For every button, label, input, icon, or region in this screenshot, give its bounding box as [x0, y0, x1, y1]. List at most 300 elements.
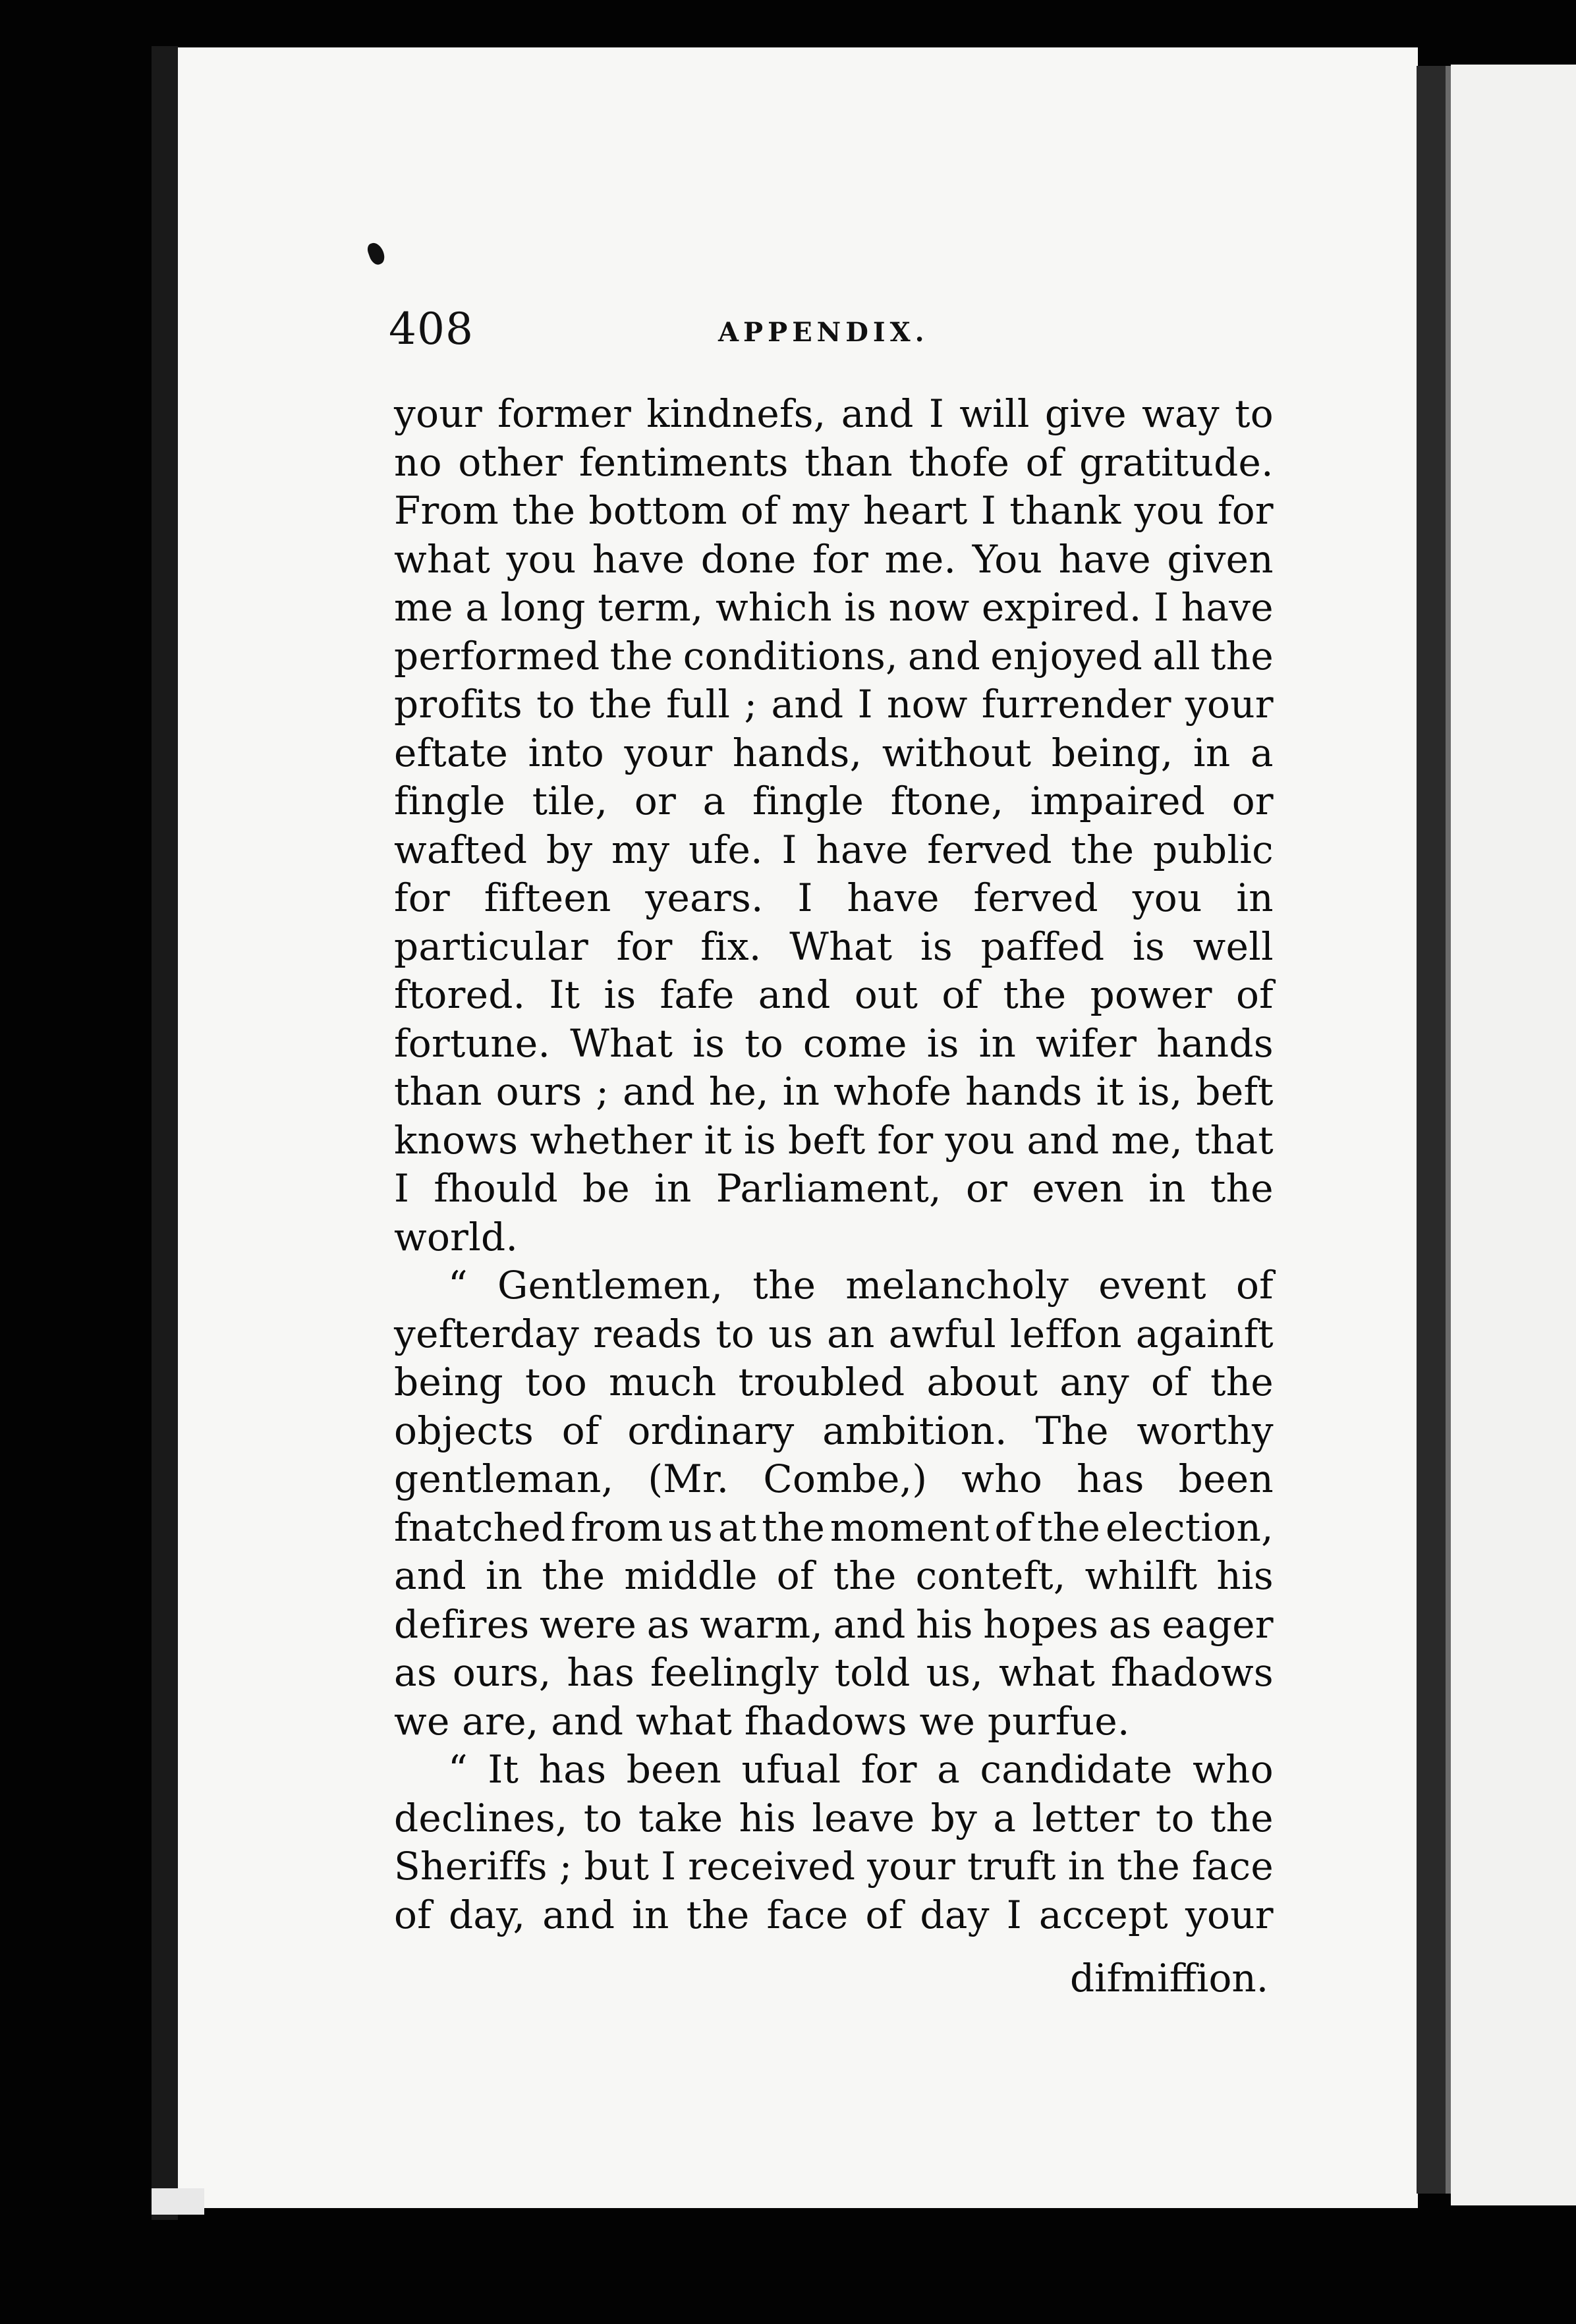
- text-word: by: [930, 1795, 978, 1840]
- text-word: has: [1077, 1456, 1144, 1501]
- text-word: for: [1217, 488, 1274, 533]
- text-line: [394, 971, 1274, 1020]
- text-word: particular: [394, 924, 588, 969]
- text-word: What: [570, 1020, 673, 1066]
- text-word: yefterday: [394, 1311, 580, 1356]
- text-word: whilft: [1084, 1553, 1198, 1598]
- running-head: APPENDIX.: [718, 317, 929, 348]
- text-word: fingle: [752, 779, 864, 823]
- text-word: than: [394, 1069, 482, 1114]
- text-word: given: [1167, 536, 1274, 582]
- text-word: and: [394, 1553, 466, 1598]
- text-line: [394, 1020, 1274, 1068]
- text-word: the: [762, 1505, 826, 1550]
- text-word: candidate: [980, 1747, 1173, 1792]
- book-binding: [1417, 66, 1446, 2194]
- text-word: the: [1210, 1360, 1274, 1404]
- text-word: what: [999, 1650, 1096, 1695]
- text-word: day,: [448, 1892, 526, 1937]
- text-word: his: [1216, 1553, 1274, 1598]
- text-word: your: [867, 1844, 956, 1889]
- text-word: you: [506, 536, 577, 582]
- text-word: me.: [884, 536, 957, 582]
- text-word: he,: [708, 1069, 769, 1114]
- text-word: us: [768, 1311, 813, 1356]
- text-word: ufe.: [689, 827, 763, 872]
- text-word: been: [626, 1747, 722, 1792]
- text-word: in: [978, 1020, 1017, 1066]
- text-line: [394, 584, 1274, 632]
- text-word: the: [1037, 1505, 1101, 1550]
- text-word: any: [1059, 1360, 1129, 1404]
- text-word: being: [394, 1360, 503, 1404]
- text-word: is,: [1137, 1069, 1183, 1114]
- text-word: eager: [1162, 1601, 1274, 1647]
- text-word: the: [686, 1892, 750, 1937]
- text-word: a: [702, 779, 726, 823]
- text-word: much: [609, 1360, 717, 1404]
- text-word: melancholy: [845, 1263, 1069, 1308]
- text-word: You: [972, 536, 1043, 582]
- text-word: all: [1152, 633, 1200, 678]
- text-word: it: [1096, 1069, 1125, 1114]
- text-word: leffon: [1009, 1311, 1122, 1356]
- text-word: of: [1151, 1360, 1189, 1404]
- text-word: or: [634, 779, 677, 823]
- text-word: come: [802, 1020, 907, 1066]
- text-word: heart: [862, 488, 968, 533]
- text-word: way: [1142, 391, 1220, 436]
- text-word: to: [745, 1020, 783, 1066]
- text-word: to: [1235, 391, 1274, 436]
- body-text: [394, 390, 1274, 1939]
- catchword: difmiffion.: [1070, 1956, 1269, 2001]
- text-word: is: [692, 1020, 725, 1066]
- text-word: of: [776, 1553, 814, 1598]
- text-line: [394, 1746, 1274, 1794]
- page-number: 408: [389, 304, 474, 354]
- text-word: of: [942, 972, 980, 1017]
- text-word: have: [1181, 585, 1274, 630]
- text-word: election,: [1105, 1505, 1274, 1550]
- text-word: hands: [965, 1069, 1083, 1114]
- text-word: by: [546, 827, 593, 872]
- text-word: conteft,: [915, 1553, 1066, 1598]
- text-word: fingle: [394, 779, 506, 823]
- text-word: who: [961, 1456, 1043, 1501]
- text-word: troubled: [738, 1360, 905, 1404]
- text-word: to: [716, 1311, 755, 1356]
- text-word: of: [394, 1892, 432, 1937]
- text-word: ;: [559, 1844, 573, 1889]
- text-word: public: [1152, 827, 1274, 872]
- text-word: fhadows: [1111, 1650, 1274, 1695]
- text-word: out: [854, 972, 918, 1017]
- text-line: [394, 1407, 1274, 1456]
- text-word: have: [847, 875, 940, 920]
- text-word: worthy: [1137, 1408, 1274, 1453]
- text-word: face: [1191, 1844, 1274, 1889]
- text-line: [394, 1891, 1274, 1940]
- text-word: fix.: [700, 924, 762, 969]
- text-word: of: [994, 1505, 1032, 1550]
- text-word: It: [488, 1747, 519, 1792]
- text-word: his: [739, 1795, 797, 1840]
- text-word: in: [632, 1892, 669, 1937]
- text-word: as: [1108, 1601, 1152, 1647]
- text-word: full: [666, 682, 731, 727]
- text-word: The: [1035, 1408, 1109, 1453]
- text-word: Parliament,: [716, 1166, 942, 1211]
- text-word: from: [571, 1505, 663, 1550]
- text-word: furrender: [981, 682, 1171, 727]
- text-word: the: [609, 633, 673, 678]
- text-word: of: [1235, 972, 1274, 1017]
- text-line: world.: [394, 1214, 519, 1259]
- text-word: for: [877, 1117, 934, 1163]
- text-word: and: [542, 1892, 615, 1937]
- text-word: expired.: [981, 585, 1142, 630]
- text-word: for: [812, 536, 869, 582]
- text-word: now: [886, 682, 968, 727]
- text-word: a: [937, 1747, 961, 1792]
- text-word: you: [1132, 875, 1202, 920]
- text-word: ours,: [452, 1650, 551, 1695]
- text-word: is: [844, 585, 877, 630]
- text-word: fifteen: [484, 875, 611, 920]
- text-word: in: [654, 1166, 692, 1211]
- text-word: ordinary: [627, 1408, 795, 1453]
- text-line: [394, 729, 1274, 778]
- text-word: being,: [1051, 730, 1173, 775]
- text-line: [394, 1165, 1274, 1213]
- text-word: I: [1006, 1892, 1022, 1937]
- text-word: of: [561, 1408, 600, 1453]
- text-word: warm,: [700, 1601, 824, 1647]
- text-word: to: [583, 1795, 623, 1840]
- text-word: ftored.: [394, 972, 526, 1017]
- text-word: whofe: [833, 1069, 952, 1114]
- text-word: beft: [1196, 1069, 1274, 1114]
- text-word: impaired: [1030, 779, 1206, 823]
- text-word: or: [1231, 779, 1274, 823]
- text-word: too: [525, 1360, 588, 1404]
- text-line: [394, 536, 1274, 584]
- text-word: ufual: [741, 1747, 841, 1792]
- text-word: without: [882, 730, 1032, 775]
- text-word: of: [1235, 1263, 1274, 1308]
- text-word: term,: [598, 585, 704, 630]
- text-word: moment: [830, 1505, 990, 1550]
- text-word: in: [1148, 1166, 1186, 1211]
- text-word: you: [945, 1117, 1015, 1163]
- text-word: face: [766, 1892, 849, 1937]
- text-word: in: [1236, 875, 1274, 920]
- text-word: wafted: [394, 827, 528, 872]
- text-word: a: [465, 585, 489, 630]
- text-word: gentleman,: [394, 1456, 614, 1501]
- text-word: truft: [967, 1844, 1056, 1889]
- text-word: for: [860, 1747, 917, 1792]
- text-word: the: [1210, 1795, 1274, 1840]
- text-word: have: [816, 827, 909, 872]
- text-line: [394, 1261, 1274, 1310]
- text-word: is: [744, 1117, 776, 1163]
- text-word: (Mr.: [648, 1456, 729, 1501]
- text-word: us,: [926, 1650, 984, 1695]
- text-word: It: [549, 972, 580, 1017]
- text-word: my: [611, 827, 670, 872]
- text-word: I: [781, 827, 797, 872]
- text-word: kindnefs,: [646, 391, 826, 436]
- text-word: reads: [593, 1311, 702, 1356]
- text-line: [394, 1552, 1274, 1601]
- text-word: has: [567, 1650, 635, 1695]
- text-word: will: [959, 391, 1030, 436]
- text-word: Combe,): [763, 1456, 928, 1501]
- text-word: what: [394, 536, 491, 582]
- text-word: were: [539, 1601, 637, 1647]
- text-word: and: [908, 633, 980, 678]
- text-word: ;: [744, 682, 758, 727]
- text-word: and: [1027, 1117, 1100, 1163]
- text-word: defires: [394, 1601, 530, 1647]
- text-word: long: [500, 585, 586, 630]
- text-word: day: [920, 1892, 990, 1937]
- text-word: me: [394, 585, 453, 630]
- text-word: than: [804, 439, 893, 485]
- text-word: From: [394, 488, 499, 533]
- text-word: us: [668, 1505, 714, 1550]
- text-word: give: [1044, 391, 1127, 436]
- text-word: ferved: [927, 827, 1052, 872]
- text-word: the: [1117, 1844, 1181, 1889]
- text-word: his: [916, 1601, 973, 1647]
- text-word: I: [980, 488, 997, 533]
- text-word: the: [1210, 633, 1274, 678]
- text-word: years.: [645, 875, 764, 920]
- text-word: declines,: [394, 1795, 568, 1840]
- text-line: [394, 1358, 1274, 1407]
- text-word: performed: [394, 633, 600, 678]
- facing-page-edge: [1451, 65, 1576, 2205]
- text-word: the: [1210, 1166, 1274, 1211]
- text-word: beft: [788, 1117, 866, 1163]
- text-line: [394, 923, 1274, 972]
- text-word: now: [888, 585, 970, 630]
- text-word: conditions,: [683, 633, 898, 678]
- text-word: of: [1025, 439, 1063, 485]
- text-word: paffed: [980, 924, 1105, 969]
- text-word: me,: [1111, 1117, 1183, 1163]
- text-word: but: [584, 1844, 650, 1889]
- text-word: other: [458, 439, 563, 485]
- text-word: the: [589, 682, 652, 727]
- text-word: fnatched: [394, 1505, 566, 1550]
- text-word: feelingly: [650, 1650, 819, 1695]
- text-word: I: [1154, 585, 1169, 630]
- text-word: in: [485, 1553, 523, 1598]
- text-word: profits: [394, 682, 522, 727]
- text-word: and: [841, 391, 914, 436]
- text-word: and: [771, 682, 844, 727]
- text-word: objects: [394, 1408, 534, 1453]
- text-word: is: [926, 1020, 959, 1066]
- text-line: [394, 680, 1274, 729]
- text-word: even: [1032, 1166, 1125, 1211]
- text-line: [394, 1068, 1274, 1117]
- text-word: I: [928, 391, 945, 436]
- text-word: eftate: [394, 730, 509, 775]
- text-line: [394, 487, 1274, 536]
- text-word: have: [592, 536, 685, 582]
- text-word: about: [926, 1360, 1038, 1404]
- text-word: fhould: [434, 1166, 558, 1211]
- binding-edge: [1446, 66, 1451, 2194]
- text-word: ftone,: [890, 779, 1004, 823]
- text-word: ambition.: [822, 1408, 1007, 1453]
- text-word: for: [616, 924, 673, 969]
- text-word: event: [1098, 1263, 1206, 1308]
- text-word: former: [497, 391, 632, 436]
- text-word: fentiments: [578, 439, 789, 485]
- text-word: in: [1067, 1844, 1106, 1889]
- text-line: [394, 439, 1274, 487]
- text-word: hands: [1156, 1020, 1274, 1066]
- text-word: as: [646, 1601, 690, 1647]
- text-word: the: [1003, 972, 1067, 1017]
- text-word: bottom: [588, 488, 727, 533]
- text-word: who: [1193, 1747, 1274, 1792]
- text-word: well: [1193, 924, 1274, 969]
- text-word: accept: [1038, 1892, 1168, 1937]
- text-word: as: [394, 1650, 437, 1695]
- text-word: is: [920, 924, 953, 969]
- text-word: have: [1058, 536, 1151, 582]
- text-line: [394, 777, 1274, 826]
- text-line: [394, 632, 1274, 681]
- text-line: [394, 1794, 1274, 1843]
- text-word: which: [715, 585, 832, 630]
- text-line: [394, 1649, 1274, 1698]
- text-word: What: [789, 924, 893, 969]
- text-word: your: [1185, 682, 1274, 727]
- text-word: my: [791, 488, 850, 533]
- text-word: I: [394, 1166, 410, 1211]
- text-line: [394, 1504, 1274, 1553]
- text-word: I: [661, 1844, 677, 1889]
- text-word: whether: [530, 1117, 692, 1163]
- text-word: an: [827, 1311, 875, 1356]
- text-word: “: [448, 1747, 468, 1792]
- text-word: into: [528, 730, 604, 775]
- text-word: received: [688, 1844, 856, 1889]
- text-line: [394, 1842, 1274, 1891]
- text-word: awful: [888, 1311, 996, 1356]
- text-word: wifer: [1036, 1020, 1137, 1066]
- text-word: no: [394, 439, 442, 485]
- text-line: [394, 1455, 1274, 1504]
- text-word: fafe: [660, 972, 735, 1017]
- text-word: the: [833, 1553, 897, 1598]
- text-word: fortune.: [394, 1020, 551, 1066]
- text-word: done: [700, 536, 797, 582]
- text-line: [394, 1310, 1274, 1359]
- text-word: for: [394, 875, 451, 920]
- text-word: power: [1090, 972, 1212, 1017]
- text-line: [394, 874, 1274, 923]
- left-gutter-shadow: [152, 46, 178, 2220]
- text-line: [394, 1601, 1274, 1649]
- text-word: take: [638, 1795, 723, 1840]
- text-word: the: [542, 1553, 605, 1598]
- text-word: ours: [495, 1069, 582, 1114]
- text-word: you: [1134, 488, 1204, 533]
- text-line: [394, 826, 1274, 875]
- text-line: [394, 1117, 1274, 1165]
- text-word: has: [538, 1747, 607, 1792]
- text-word: and: [758, 972, 831, 1017]
- text-word: I: [857, 682, 873, 727]
- text-word: been: [1178, 1456, 1274, 1501]
- text-word: gratitude.: [1079, 439, 1274, 485]
- text-word: hopes: [983, 1601, 1099, 1647]
- text-word: tile,: [532, 779, 608, 823]
- text-line: we are, and what fhadows we purfue.: [394, 1698, 1130, 1744]
- text-word: thank: [1009, 488, 1121, 533]
- text-word: middle: [624, 1553, 758, 1598]
- text-word: enjoyed: [990, 633, 1143, 678]
- text-word: your: [1185, 1892, 1274, 1937]
- text-word: Gentlemen,: [497, 1263, 723, 1308]
- text-word: to: [536, 682, 575, 727]
- text-word: your: [394, 391, 482, 436]
- text-word: ;: [596, 1069, 609, 1114]
- text-word: your: [624, 730, 713, 775]
- text-word: the: [1071, 827, 1135, 872]
- text-word: leave: [812, 1795, 915, 1840]
- text-word: Sheriffs: [394, 1844, 548, 1889]
- text-word: thofe: [909, 439, 1010, 485]
- text-word: in: [782, 1069, 820, 1114]
- text-word: ferved: [973, 875, 1098, 920]
- text-word: is: [604, 972, 636, 1017]
- text-word: at: [718, 1505, 757, 1550]
- text-word: of: [865, 1892, 903, 1937]
- text-word: is: [1133, 924, 1166, 969]
- text-word: letter: [1032, 1795, 1140, 1840]
- text-word: the: [752, 1263, 816, 1308]
- text-word: it: [704, 1117, 733, 1163]
- text-word: “: [448, 1263, 468, 1308]
- text-word: hands,: [732, 730, 862, 775]
- text-line: [394, 390, 1274, 439]
- text-word: told: [834, 1650, 911, 1695]
- text-word: to: [1156, 1795, 1195, 1840]
- text-word: or: [965, 1166, 1008, 1211]
- text-word: and: [833, 1601, 906, 1647]
- text-word: the: [512, 488, 576, 533]
- text-word: that: [1195, 1117, 1274, 1163]
- text-word: a: [1251, 730, 1274, 775]
- text-word: knows: [394, 1117, 519, 1163]
- text-word: of: [741, 488, 779, 533]
- text-word: in: [1193, 730, 1231, 775]
- text-word: a: [993, 1795, 1017, 1840]
- text-word: I: [797, 875, 813, 920]
- text-word: and: [623, 1069, 696, 1114]
- text-word: againft: [1135, 1311, 1274, 1356]
